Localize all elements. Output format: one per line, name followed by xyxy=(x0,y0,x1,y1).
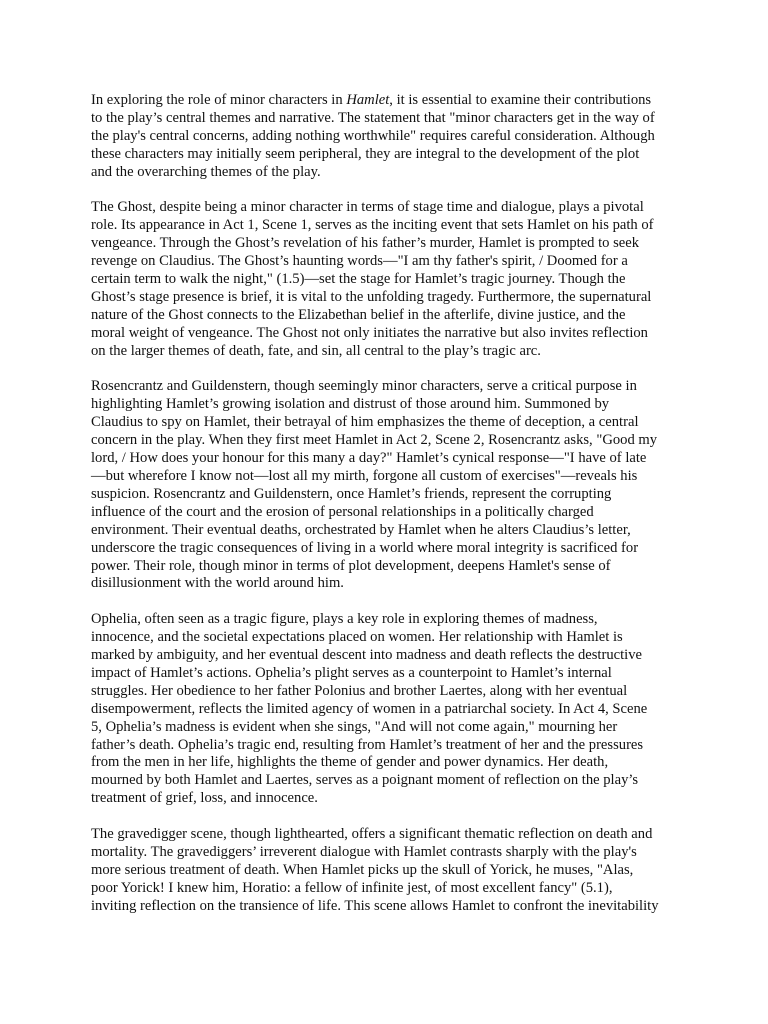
gravedigger-paragraph: The gravedigger scene, though lighthearted, offers a significant thematic reflection on death and mortality. The gravediggers’ irreverent dialogue with Hamlet contrasts sharply with the play's more serious treatment of death. When Hamlet picks up the skull of Yorick, he muses, "Alas, poor Yorick! I knew him, Horatio: a fellow of infinite jest, of most excellent fancy" (5.1), inviting reflection on the transience of life. This scene allows Hamlet to confront the inevitability xyxy=(91,826,659,914)
rosencrantz-guildenstern-paragraph: Rosencrantz and Guildenstern, though seemingly minor characters, serve a critical purpose in highlighting Hamlet’s growing isolation and distrust of those around him. Summoned by Claudius to spy on Hamlet, their betrayal of him emphasizes the theme of deception, a central concern in the play. When they first meet Hamlet in Act 2, Scene 2, Rosencrantz asks, "Good my lord, / How does your honour for this many a day?" Hamlet’s cynical response—"I have of late —but wherefore I know not—lost all my mirth, forgone all custom of exercises"—reveals his suspicion. Rosencrantz and Guildenstern, once Hamlet’s friends, represent the corrupting influence of the court and the erosion of personal relationships in a politically charged environment. Their eventual deaths, orchestrated by Hamlet when he alters Claudius’s letter, underscore the tragic consequences of living in a world where moral integrity is sacrificed for power. Their role, though minor in terms of plot development, deepens Hamlet's sense of disillusionment with the world around him. xyxy=(91,378,658,592)
intro-text-before: In exploring the role of minor characters in xyxy=(91,92,347,108)
document-page xyxy=(91,92,683,934)
play-title-italic: Hamlet xyxy=(346,92,390,108)
ghost-paragraph: The Ghost, despite being a minor character in terms of stage time and dialogue, plays a pivotal role. Its appearance in Act 1, Scene 1, serves as the inciting event that sets Hamlet on his path of vengeance. Through the Ghost’s revelation of his father’s murder, Hamlet is prompted to seek revenge on Claudius. The Ghost’s haunting words—"I am thy father's spirit, / Doomed for a certain term to walk the night," (1.5)—set the stage for Hamlet’s tragic journey. Though the Ghost’s stage presence is brief, it is vital to the unfolding tragedy. Furthermore, the supernatural nature of the Ghost connects to the Elizabethan belief in the afterlife, divine justice, and the moral weight of vengeance. The Ghost not only initiates the narrative but also invites reflection on the larger themes of death, fate, and sin, all central to the play’s tragic arc. xyxy=(91,199,654,359)
intro-paragraph xyxy=(91,92,683,182)
intro-text-after: , it is essential to examine their contributions to the play’s central themes and narrative. The statement that "minor characters get in the way of the play's central concerns, adding nothing worthwhile" requires careful consideration. Although these characters may initially seem peripheral, they are integral to the development of the plot and the overarching themes of the play. xyxy=(91,92,655,180)
ophelia-paragraph: Ophelia, often seen as a tragic figure, plays a key role in exploring themes of madness, innocence, and the societal expectations placed on women. Her relationship with Hamlet is marked by ambiguity, and her eventual descent into madness and death reflects the destructive impact of Hamlet’s actions. Ophelia’s plight serves as a counterpoint to Hamlet’s internal struggles. Her obedience to her father Polonius and brother Laertes, along with her eventual disempowerment, reflects the limited agency of women in a patriarchal society. In Act 4, Scene 5, Ophelia’s madness is evident when she sings, "And will not come again," mourning her father’s death. Ophelia’s tragic end, resulting from Hamlet’s treatment of her and the pressures from the men in her life, highlights the theme of gender and power dynamics. Her death, mourned by both Hamlet and Laertes, serves as a poignant moment of reflection on the play’s treatment of grief, loss, and innocence. xyxy=(91,611,648,807)
